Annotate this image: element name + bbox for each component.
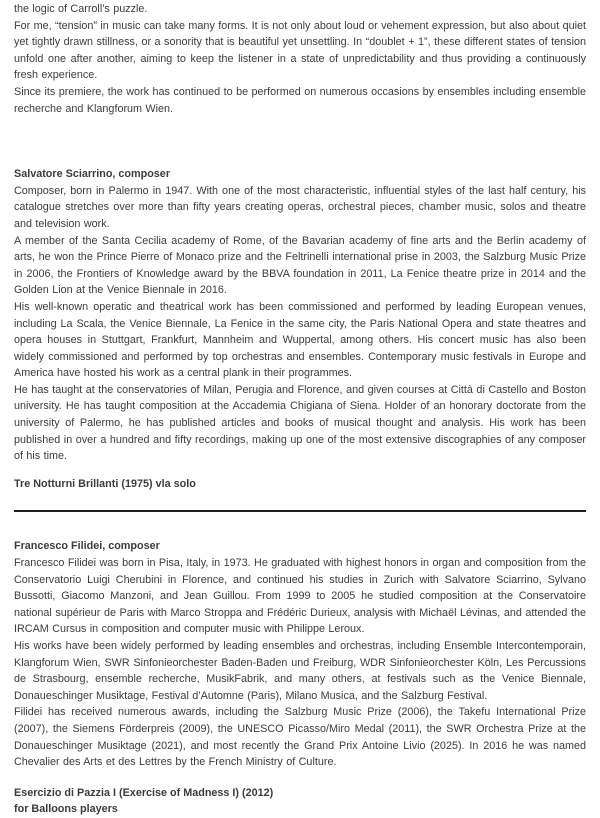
section-sciarrino bbox=[14, 166, 586, 492]
work-title-tre-notturni: Tre Notturni Brillanti (1975) vla solo bbox=[14, 477, 196, 490]
filidei-bio-paragraph-3: Filidei has received numerous awards, including the Salzburg Music Prize (2006), the Takefu International Prize (2007), the Siemens Förderpreis (2009), the UNESCO Picasso/Miro Medal (2011), the SWR Orchestra Prize at the Donaueschinger Musiktage (2021), and most recently the Grand Prix Antoine Livio (2025). In 2016 he was named Chevalier des Arts et des Lettres by the French Ministry of Culture. bbox=[14, 706, 586, 769]
filidei-bio-paragraph-2: His works have been widely performed by leading ensembles and orchestras, including Ensemble Intercontemporain, Klangforum Wien, SWR Sinfonieorchester Baden-Baden und Freiburg, WDR Sinfonieorchester Köln, Les Percussions de Strasbourg, ensemble recherche, MusikFabrik, and many others, at festivals such as the Venice Biennale, Donaueschinger Musiktage, Festival d’Automne (Paris), Milano Musica, and the Salzburg Festival. bbox=[14, 640, 586, 702]
sciarrino-bio-paragraph-4: He has taught at the conservatories of Milan, Perugia and Florence, and given courses at Città di Castello and Boston university. He has taught composition at the Accademia Chigiana of Siena. Holder of an honorary doctorate from the university of Palermo, he has published articles and books of musical thought and analysis. His work has been published in over a hundred and fifty recordings, making up one of the most extensive discographies of any composer of his time. bbox=[14, 383, 586, 463]
work-title-esercizio: Esercizio di Pazzia I (Exercise of Madness I) (2012) bbox=[14, 786, 274, 799]
sciarrino-bio-paragraph-1: Composer, born in Palermo in 1947. With one of the most characteristic, influential styles of the last half century, his catalogue stretches over more than fifty years creating operas, orchestral pieces, chamber music, solos and theatre and television work. bbox=[14, 184, 586, 230]
sciarrino-bio-paragraph-2: A member of the Santa Cecilia academy of Rome, of the Bavarian academy of fine arts and the Berlin academy of arts, he won the Prince Pierre of Monaco prize and the Feltrinelli international prise in 2003, the Salzburg Music Prize in 2006, the Frontiers of Knowledge award by the BBVA foundation in 2011, La Fenice theatre prize in 2014 and the Golden Lion at the Venice Biennale in 2016. bbox=[14, 234, 586, 297]
sciarrino-bio-paragraph-3: His well-known operatic and theatrical work has been commissioned and performed by leading European venues, including La Scala, the Venice Biennale, La Fenice in the same city, the Paris National Opera and state theatres and opera houses in Stuttgart, Frankfurt, Mannheim and Wuppertal, among others. His concert music has also been widely commissioned and performed by top orchestras and ensembles. Contemporary music festivals in Europe and America have hosted his work as a central plank in their programmes. bbox=[14, 300, 586, 380]
work-title-esercizio-instrumentation: for Balloons players bbox=[14, 803, 118, 816]
intro-paragraph-premiere: Since its premiere, the work has continued to be performed on numerous occasions by ensembles including ensemble recherche and Klangforum Wien. bbox=[14, 85, 586, 115]
intro-paragraph-tension: For me, “tension” in music can take many forms. It is not only about loud or vehement expression, but also about quiet yet tightly drawn stillness, or a sonority that is beautiful yet unsettling. In “doublet + 1”, these different states of tension unfold one after another, aiming to keep the listener in a state of unpredictability and thus providing a continuously fresh experience. bbox=[14, 19, 586, 82]
section-divider bbox=[14, 510, 586, 512]
section-filidei bbox=[14, 538, 586, 818]
filidei-bio-paragraph-1: Francesco Filidei was born in Pisa, Italy, in 1973. He graduated with highest honors in organ and composition from the Conservatorio Luigi Cherubini in Florence, and continued his studies in Zurich with Salvatore Sciarrino, Sylvano Bussotti, Giacomo Manzoni, and Jean Guillou. From 1999 to 2005 he studied composition at the Conservatoire national supérieur de Paris with Marco Stroppa and Frédéric Durieux, analysis with Michaël Lévinas, and attended the IRCAM Cursus in composition and computer music with Philippe Leroux. bbox=[14, 557, 586, 636]
intro-paragraph-fragment: the logic of Carroll’s puzzle. bbox=[14, 3, 148, 15]
composer-heading-filidei: Francesco Filidei, composer bbox=[14, 540, 160, 553]
composer-heading-sciarrino: Salvatore Sciarrino, composer bbox=[14, 168, 171, 181]
intro-section bbox=[14, 1, 586, 117]
